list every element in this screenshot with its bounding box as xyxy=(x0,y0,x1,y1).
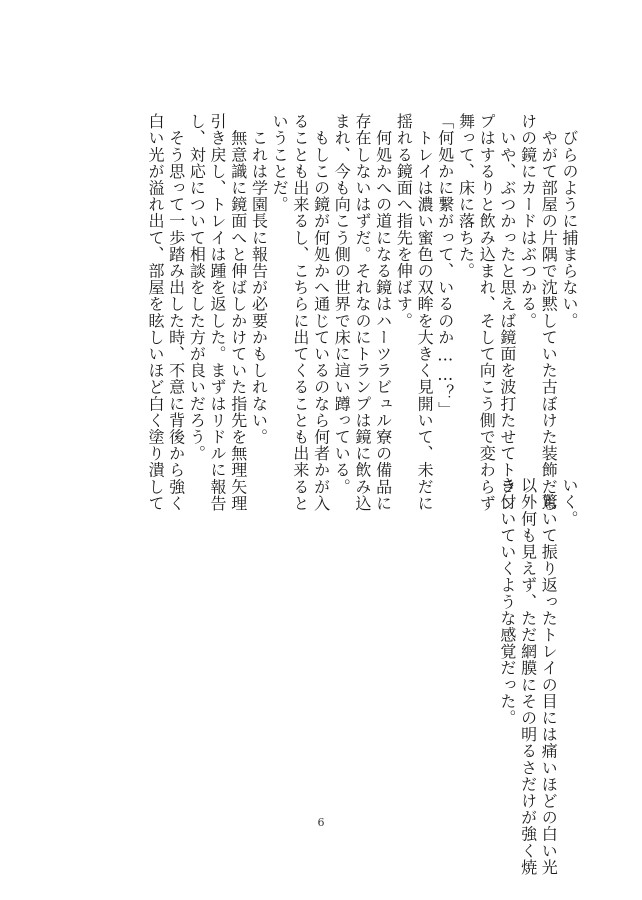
text-line: まれ、今も向こう側の世界で床に這い蹲っている。 xyxy=(332,113,352,495)
text-line: やがて部屋の片隅で沈黙していた古ぼけた装飾だら xyxy=(539,113,559,512)
text-line: 驚いて振り返ったトレイの目には痛いほどの白い光 xyxy=(539,477,559,876)
text-line: 引き戻し、トレイは踵を返した。まずはリドルに報告 xyxy=(208,113,228,512)
text-line: 無意識に鏡面へと伸ばしかけていた指先を無理矢理 xyxy=(228,113,248,512)
text-line: き付いていくような感覚だった。 xyxy=(497,477,517,726)
text-line: ることも出来るし、こちらに出てくることも出来ると xyxy=(290,113,310,512)
text-line: もしこの鏡が何処かへ通じているのなら何者かが入 xyxy=(311,113,331,512)
text-line: これは学園長に報告が必要かもしれない。 xyxy=(249,113,269,445)
text-line: し、対応について相談をした方が良いだろう。 xyxy=(187,113,207,462)
text-line: 存在しないはずだ。それなのにトランプは鏡に飲み込 xyxy=(352,113,372,512)
text-line: 揺れる鏡面へ指先を伸ばす。 xyxy=(394,113,414,329)
text-line: 白い光が溢れ出て、部屋を眩しいほど白く塗り潰して xyxy=(145,113,165,512)
text-line: びらのように捕まらない。 xyxy=(560,113,579,329)
text-line: トレイは濃い蜜色の双眸を大きく見開いて、未だに xyxy=(415,113,435,512)
text-line: プはするりと飲み込まれ、そして向こう側で変わらず xyxy=(477,113,497,512)
text-line: いうことだ。 xyxy=(270,113,290,213)
text-line: 何処かへの道になる鏡はハーツラビュル寮の備品に xyxy=(373,113,393,512)
text-line: 以外何も見えず、ただ網膜にその明るさだけが強く焼 xyxy=(518,477,538,876)
text-line: いく。 xyxy=(560,477,579,527)
lower-text-block xyxy=(496,477,579,876)
text-line: いや、ぶつかったと思えば鏡面を波打たせてトラン xyxy=(497,113,517,512)
page-number: 6 xyxy=(317,816,325,829)
text-line: そう思って一歩踏み出した時、不意に背後から強く xyxy=(166,113,186,512)
text-line: けの鏡にカードはぶつかる。 xyxy=(518,113,538,329)
dialogue-line: 「何処かに繋がって、いるのか……？」 xyxy=(435,113,455,418)
text-line: 舞って、床に落ちた。 xyxy=(456,113,476,279)
